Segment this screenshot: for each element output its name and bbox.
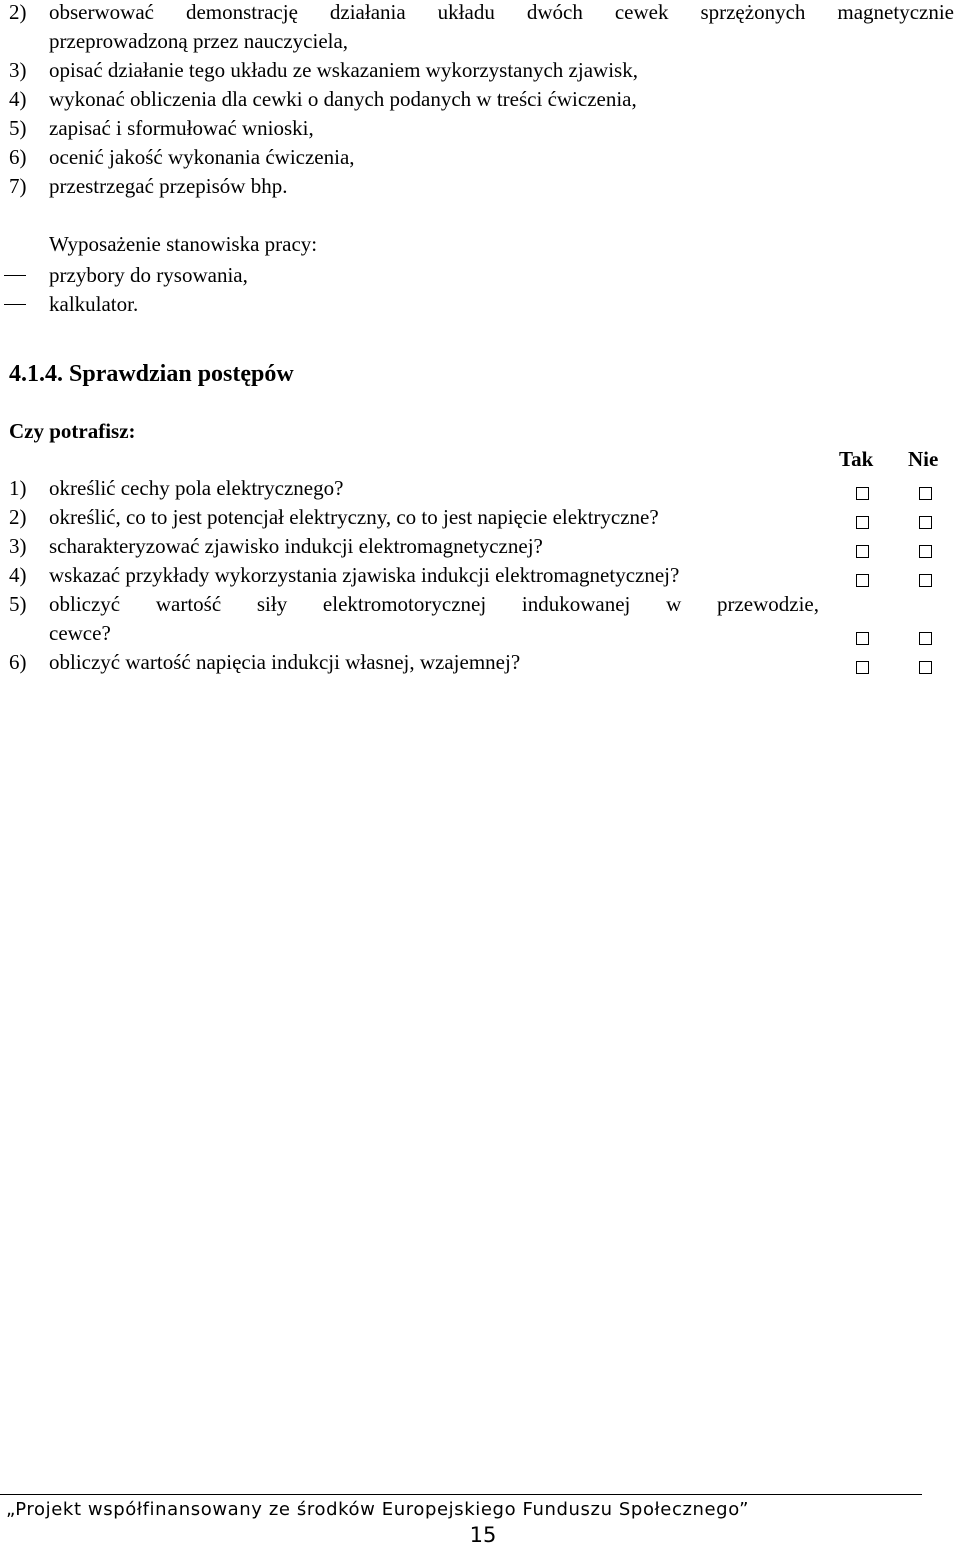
answer-yes-checkbox[interactable]: [856, 574, 869, 587]
question-number: 6): [9, 650, 27, 674]
step-number: 2): [9, 0, 27, 24]
step-text: zapisać i sformułować wnioski,: [49, 116, 314, 140]
question-text: scharakteryzować zjawisko indukcji elektromagnetycznej?: [49, 534, 543, 558]
question-text: określić, co to jest potencjał elektryczny, co to jest napięcie elektryczne?: [49, 505, 659, 529]
question-text: obliczyć wartość siły elektromotorycznej indukowanej w przewodzie,: [49, 592, 819, 616]
dash-bullet-icon: [4, 304, 26, 305]
column-header-no: Nie: [908, 447, 939, 471]
step-number: 3): [9, 58, 27, 82]
question-number: 5): [9, 592, 27, 616]
equipment-item-text: przybory do rysowania,: [49, 263, 248, 287]
question-text: określić cechy pola elektrycznego?: [49, 476, 344, 500]
page-number: 15: [469, 1523, 497, 1547]
answer-no-checkbox[interactable]: [919, 545, 932, 558]
footer-funding-note: „Projekt współfinansowany ze środków Europejskiego Funduszu Społecznego”: [6, 1499, 750, 1520]
step-number: 6): [9, 145, 27, 169]
question-number: 2): [9, 505, 27, 529]
question-text: obliczyć wartość napięcia indukcji własnej, wzajemnej?: [49, 650, 521, 674]
answer-no-checkbox[interactable]: [919, 632, 932, 645]
question-text-continuation: cewce?: [49, 621, 111, 645]
answer-no-checkbox[interactable]: [919, 574, 932, 587]
answer-no-checkbox[interactable]: [919, 516, 932, 529]
question-number: 4): [9, 563, 27, 587]
step-text-continuation: przeprowadzoną przez nauczyciela,: [49, 29, 349, 53]
answer-yes-checkbox[interactable]: [856, 661, 869, 674]
question-number: 1): [9, 476, 27, 500]
answer-yes-checkbox[interactable]: [856, 516, 869, 529]
section-heading: 4.1.4. Sprawdzian postępów: [9, 361, 294, 387]
question-text: wskazać przykłady wykorzystania zjawiska indukcji elektromagnetycznej?: [49, 563, 680, 587]
answer-yes-checkbox[interactable]: [856, 545, 869, 558]
answer-no-checkbox[interactable]: [919, 487, 932, 500]
answer-yes-checkbox[interactable]: [856, 487, 869, 500]
step-text: wykonać obliczenia dla cewki o danych podanych w treści ćwiczenia,: [49, 87, 637, 111]
step-text: opisać działanie tego układu ze wskazaniem wykorzystanych zjawisk,: [49, 58, 638, 82]
step-number: 4): [9, 87, 27, 111]
step-number: 7): [9, 174, 27, 198]
step-number: 5): [9, 116, 27, 140]
dash-bullet-icon: [4, 275, 26, 276]
equipment-item-text: kalkulator.: [49, 292, 139, 316]
section-subheading: Czy potrafisz:: [9, 419, 136, 443]
footer-divider: [0, 1494, 922, 1495]
step-text: obserwować demonstrację działania układu dwóch cewek sprzężonych magnetycznie: [49, 0, 954, 24]
answer-no-checkbox[interactable]: [919, 661, 932, 674]
equipment-title: Wyposażenie stanowiska pracy:: [49, 232, 318, 256]
step-text: przestrzegać przepisów bhp.: [49, 174, 288, 198]
question-number: 3): [9, 534, 27, 558]
step-text: ocenić jakość wykonania ćwiczenia,: [49, 145, 355, 169]
column-header-yes: Tak: [839, 447, 874, 471]
answer-yes-checkbox[interactable]: [856, 632, 869, 645]
